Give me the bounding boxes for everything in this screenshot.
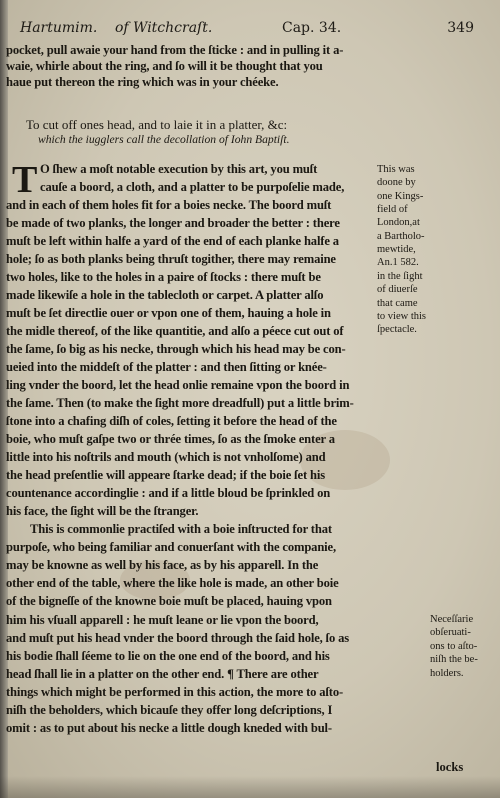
body-line-28: his bodie ſhall ſéeme to lie on the one end of the boord, and his [6, 648, 330, 663]
body-line-13: ling vnder the boord, let the head onlie remaine vpon the boord in [6, 378, 350, 393]
body-line-23: may be knowne as well by his face, as by his apparell. In the [6, 558, 319, 573]
body-line-26: him his vſuall apparell : he muſt leane or lie vpon the boord, [6, 612, 319, 627]
body-line-19: countenance accordinglie : and if a little bloud be ſprinkled on [6, 486, 331, 501]
body-line-24: other end of the table, where the like hole is made, an other boie [6, 576, 339, 591]
body-line-25: of the bigneſſe of the knowne boie muſt be placed, hauing vpon [6, 594, 332, 609]
header-title: of Witchcraſt. [115, 20, 213, 36]
body-line-21: This is commonlie practiſed with a boie inſtructed for that [30, 522, 332, 537]
margin-note-1-11: that came [377, 297, 418, 309]
body-line-18: the head preſentlie will appeare ſtarke dead; if the boie ſet his [6, 468, 325, 483]
top-line-3: haue put thereon the ring which was in your chéeke. [6, 75, 279, 90]
body-line-9: muſt be ſet directlie ouer or vpon one of them, hauing a hole in [6, 306, 331, 321]
body-line-12: ueied into the middeſt of the platter : and then ſitting or knée- [6, 360, 327, 375]
body-line-8: made likewiſe a hole in the tablecloth or carpet. A platter alſo [6, 288, 324, 303]
margin-note-2-1: Neceſſarie [430, 614, 474, 625]
margin-note-1-12: to view this [377, 310, 426, 322]
margin-note-1-8: An.1 582. [377, 257, 419, 269]
header-left-word: Hartumim. [20, 20, 98, 36]
body-line-2: cauſe a boord, a cloth, and a platter to be purpoſelie made, [40, 180, 345, 195]
running-header [20, 20, 484, 40]
body-line-22: purpoſe, who being familiar and conuerſant with the companie, [6, 540, 336, 555]
top-line-2: waie, whirle about the ring, and ſo will it be thought that you [6, 59, 323, 74]
margin-note-2-2: obſeruati- [430, 627, 471, 639]
top-line-1: pocket, pull awaie your hand from the ſticke : and in pulling it a- [6, 43, 344, 57]
margin-note-2-4: niſh the be- [430, 654, 478, 666]
margin-note-1-4: field of [377, 204, 408, 216]
catchword: locks [436, 760, 464, 774]
body-line-17: little into his noſtrils and mouth (which is not vnholſome) and [6, 450, 326, 465]
margin-note-1-2: doone by [377, 177, 416, 189]
margin-note-1-9: in the ſight [377, 270, 423, 282]
margin-note-2-5: holders. [430, 667, 464, 679]
body-line-10: the midle thereof, of the like quantitie, and alſo a péece cut out of [6, 324, 344, 339]
page-bottom-shadow [0, 776, 500, 798]
body-line-5: muſt be left within halfe a yard of the end of each planke halfe a [6, 234, 339, 249]
body-line-15: ſtone into a chafing diſh of coles, ſetting it before the head of the [6, 414, 337, 429]
section-subtitle: which the iugglers call the decollation of Iohn Baptiſt. [38, 133, 290, 146]
section-title: To cut off ones head, and to laie it in a platter, &c: [26, 117, 288, 132]
body-line-4: be made of two planks, the longer and broader the better : there [6, 216, 340, 231]
body-line-27: and muſt put his head vnder the boord through the ſaid hole, ſo as [6, 630, 350, 645]
margin-note-1-6: a Bartholo- [377, 230, 425, 242]
margin-note-1-13: ſpectacle. [377, 324, 417, 336]
body-line-3: and in each of them holes fit for a boies necke. The boord muſt [6, 198, 332, 213]
body-line-7: two holes, like to the holes in a paire of ſtocks : there muſt be [6, 270, 321, 285]
margin-note-1-5: London,at [377, 217, 420, 229]
page-number: 349 [447, 20, 474, 36]
drop-cap: T [12, 159, 38, 201]
body-line-30: things which might be performed in this action, the more to aſto- [6, 684, 344, 699]
body-line-31: niſh the beholders, which bicauſe they offer long deſcriptions, I [6, 702, 333, 717]
header-chapter: Cap. 34. [282, 20, 342, 36]
margin-note-1-7: mewtide, [377, 244, 416, 256]
body-line-14: the ſame. Then (to make the ſight more dreadfull) put a little brim- [6, 396, 354, 411]
body-line-20: his face, the ſight will be the ſtranger. [6, 504, 199, 519]
body-line-32: omit : as to put about his necke a little dough kneded with bul- [6, 720, 332, 735]
body-line-11: the ſame, ſo big as his necke, through which his head may be con- [6, 342, 346, 357]
margin-note-1-1: This was [377, 164, 415, 175]
body-line-16: boie, who muſt gaſpe two or thrée times, ſo as the ſmoke enter a [6, 432, 335, 447]
margin-note-2-3: ons to aſto- [430, 640, 478, 652]
body-line-1: O ſhew a moſt notable execution by this art, you muſt [40, 162, 318, 176]
margin-note-1-3: one Kings- [377, 190, 424, 202]
body-line-6: hole; ſo as both planks being thruſt togither, there may remaine [6, 252, 336, 267]
margin-note-1-10: of diuerſe [377, 284, 418, 296]
body-line-29: head ſhall lie in a platter on the other end. ¶ There are other [6, 666, 319, 681]
